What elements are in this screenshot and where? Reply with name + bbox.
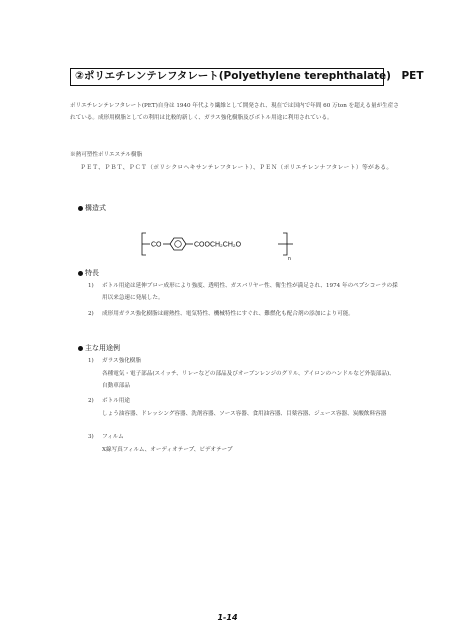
feature-text: ボトル用途は延伸ブロー成形により強度、透明性、ガスバリヤー性、衛生性が満足され、1974 年のペプシコーラの採用以来急速に発展した。	[102, 283, 398, 301]
structure-heading-label: 構造式	[85, 204, 106, 212]
feature-text: 成形用ガラス強化樹脂は耐熱性、電気特性、機械特性にすぐれ、難燃化も配合剤の添加により可能。	[102, 311, 354, 317]
uses-heading-label: 主な用途例	[85, 344, 120, 352]
bullet-icon	[78, 346, 83, 351]
intro-paragraph: ポリエチレンテレフタレート(PET)自身は 1940 年代より繊維として開発され、現在では国内で年間 60 万ton を超える量が生産されている。成形用樹脂としての利用は比較的新しく、ガラス強化樹脂及びボトル用途に利用されている。	[70, 103, 399, 121]
use-number: 2)	[88, 398, 94, 404]
feature-number: 2)	[88, 311, 94, 317]
use-title: ボトル用途	[102, 398, 130, 404]
bullet-icon	[78, 271, 83, 276]
benzene-ring	[170, 238, 186, 250]
uses-heading	[78, 343, 120, 353]
use-text: X線写真フィルム、オーディオテープ、ビデオテープ	[102, 447, 233, 453]
page-number: 1-14	[217, 613, 238, 622]
use-text: しょう油容器、ドレッシング容器、洗剤容器、ソース容器、食用油容器、目薬容器、ジュース容器、炭酸飲料容器	[102, 411, 387, 417]
use-number: 1)	[88, 358, 94, 364]
features-heading-label: 特長	[85, 269, 99, 277]
note-heading: ※熱可塑性ポリエステル樹脂	[70, 152, 143, 158]
features-heading	[78, 268, 99, 278]
section-title: ②ポリエチレンテレフタレート(Polyethylene terephthalate) PET	[70, 68, 384, 86]
bullet-icon	[78, 206, 83, 211]
use-title: ガラス強化樹脂	[102, 358, 141, 364]
structure-heading	[78, 203, 106, 213]
use-title: フィルム	[102, 434, 124, 440]
use-number: 3)	[88, 434, 94, 440]
structural-formula	[140, 225, 295, 265]
formula-subscript-n: n	[288, 256, 291, 262]
note-body: ＰＥＴ、ＰＢＴ、ＰＣＴ（ポリシクロヘキサンテレフタレート）、ＰＥＮ（ポリエチレンナフタレート）等がある。	[80, 165, 393, 171]
feature-number: 1)	[88, 283, 94, 289]
formula-group-co: CO	[151, 241, 162, 249]
formula-group-ester: COOCH₂CH₂O	[194, 241, 242, 249]
use-text: 各種電気・電子部品(スイッチ、リレーなどの部品及びオーブンレンジのグリル、アイロンのハンドルなど外装部品)、自動車部品	[102, 371, 395, 389]
